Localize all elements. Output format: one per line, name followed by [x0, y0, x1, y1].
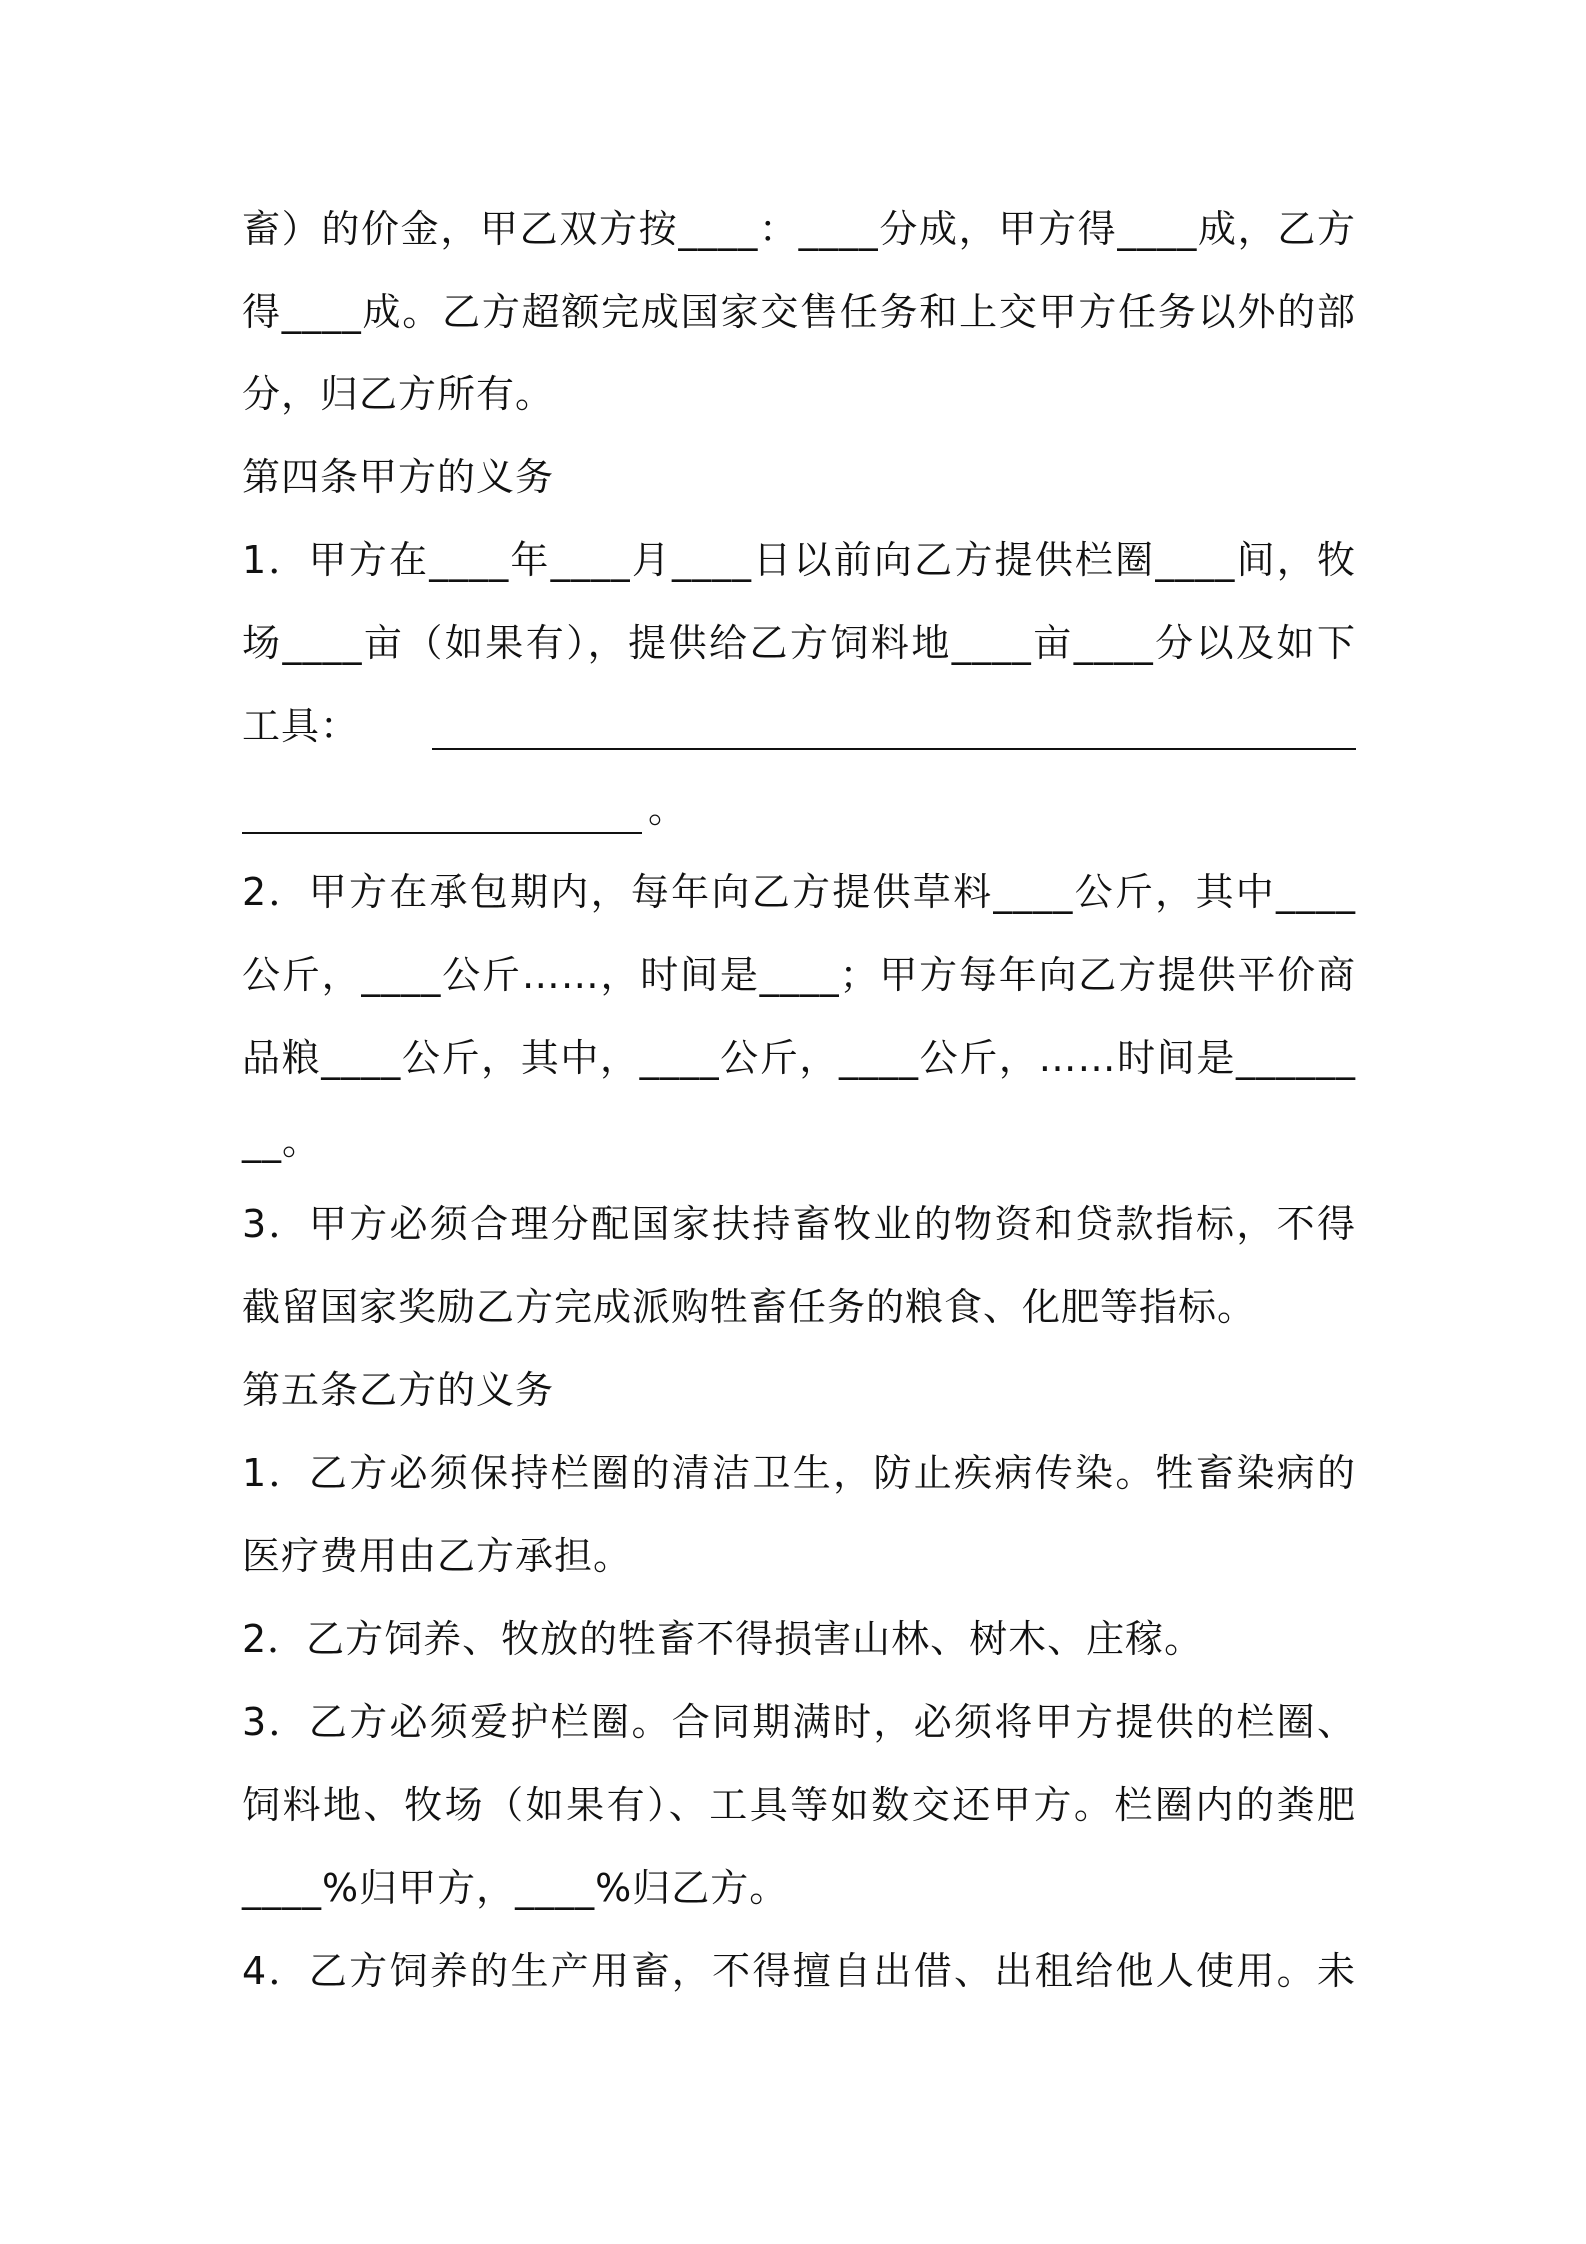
text-line: 得____成。乙方超额完成国家交售任务和上交甲方任务以外的部	[242, 290, 1356, 334]
blank-fill-line	[242, 832, 642, 834]
section-heading: 第五条乙方的义务	[242, 1368, 555, 1412]
text-line: __。	[242, 1119, 322, 1163]
text-line: 4．乙方饲养的生产用畜，不得擅自出借、出租给他人使用。未	[242, 1949, 1356, 1993]
text-line: 场____亩（如果有），提供给乙方饲料地____亩____分以及如下	[242, 621, 1356, 665]
section-heading: 第四条甲方的义务	[242, 455, 555, 499]
text-line: 2．甲方在承包期内，每年向乙方提供草料____公斤，其中____	[242, 870, 1356, 914]
text-line: 1．甲方在____年____月____日以前向乙方提供栏圈____间，牧	[242, 538, 1356, 582]
text-line: ____%归甲方，____%归乙方。	[242, 1866, 789, 1910]
text-line: 3．乙方必须爱护栏圈。合同期满时，必须将甲方提供的栏圈、	[242, 1700, 1356, 1744]
text-line: 品粮____公斤，其中，____公斤，____公斤，……时间是______	[242, 1036, 1356, 1080]
text-line: 分，归乙方所有。	[242, 372, 555, 416]
blank-fill-line	[432, 748, 1356, 750]
text-line: 医疗费用由乙方承担。	[242, 1534, 633, 1578]
text-line: 3．甲方必须合理分配国家扶持畜牧业的物资和贷款指标，不得	[242, 1202, 1356, 1246]
text-line-end: 。	[648, 787, 688, 831]
text-line: 截留国家奖励乙方完成派购牲畜任务的粮食、化肥等指标。	[242, 1285, 1257, 1329]
text-line: 2．乙方饲养、牧放的牲畜不得损害山林、树木、庄稼。	[242, 1617, 1204, 1661]
text-line: 畜）的价金，甲乙双方按____：____分成，甲方得____成，乙方	[242, 207, 1356, 251]
text-line: 公斤，____公斤……，时间是____；甲方每年向乙方提供平价商	[242, 953, 1356, 997]
text-line: 饲料地、牧场（如果有）、工具等如数交还甲方。栏圈内的粪肥	[242, 1783, 1356, 1827]
text-line: 1．乙方必须保持栏圈的清洁卫生，防止疾病传染。牲畜染病的	[242, 1451, 1356, 1495]
text-line: 工具：	[242, 704, 360, 748]
